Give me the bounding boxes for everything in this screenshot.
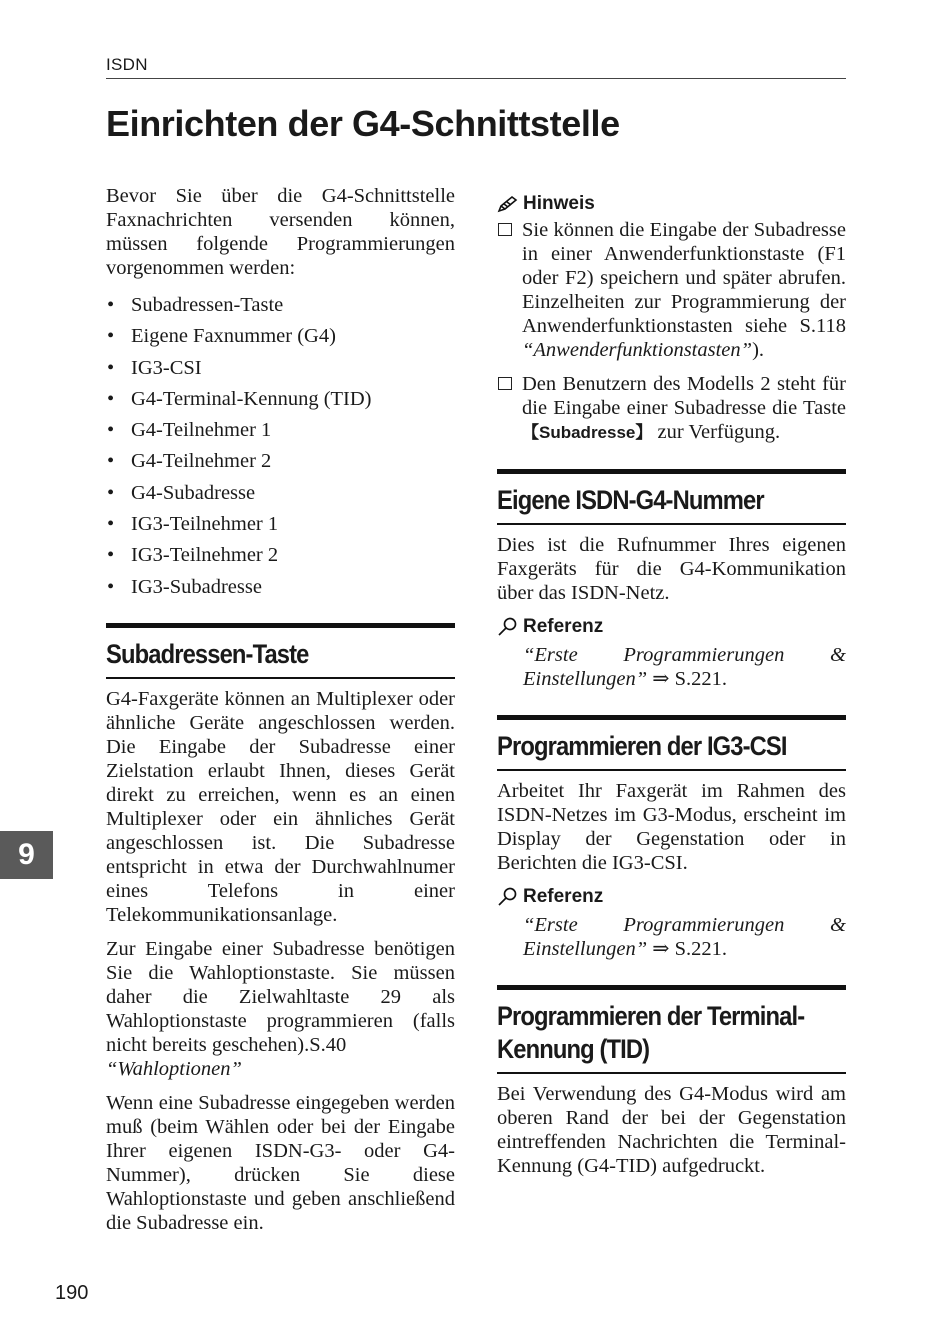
- magnifier-reference-icon: [497, 887, 519, 907]
- reference-text: [497, 643, 846, 691]
- checkbox-square-icon: [498, 223, 512, 236]
- bullet-icon: •: [107, 387, 115, 410]
- list-item: [106, 446, 455, 477]
- subadressen-paragraph-1: G4-Faxgeräte können an Multiplexer oder ähnliche Geräte angeschlossen werden. Die Eingabe der Subadresse einer Zielstation erlaubt Ihnen, dieses Gerät direkt zu erreichen, wenn es an einen Multiplexer oder ein ähnliches Gerät angeschlossen ist. Die Subadresse entspricht in etwa der Durchwahlnumer eines Telefons in einer Telekommunikationsanlage.: [106, 687, 455, 926]
- cross-reference-link[interactable]: “Wahloptionen”: [106, 1057, 242, 1080]
- note-item-text: [522, 372, 846, 445]
- note-heading: [497, 192, 846, 216]
- reference-text: [497, 913, 846, 961]
- list-item: [106, 572, 455, 603]
- list-item: [106, 415, 455, 446]
- note-text: Den Benutzern des Modells 2 steht für die Eingabe einer Subadresse die Taste: [522, 373, 846, 419]
- list-item-label: Eigene Faxnummer (G4): [131, 325, 336, 348]
- list-item: [106, 540, 455, 571]
- ig3-csi-paragraph: Arbeitet Ihr Faxgerät im Rahmen des ISDN-Netzes im G3-Modus, erscheint im Display der Gegenstation oder in Berichten die IG3-CSI.: [497, 780, 846, 874]
- subadressen-paragraph-2: [106, 937, 455, 1081]
- list-item-label: IG3-Subadresse: [131, 575, 262, 598]
- bullet-icon: •: [107, 294, 115, 316]
- list-item-label: G4-Teilnehmer 2: [131, 450, 272, 473]
- note-item: [497, 372, 846, 445]
- section-rule-bottom: [497, 523, 846, 525]
- note-item: [497, 218, 846, 362]
- key-label: 【Subadresse】: [522, 423, 653, 442]
- header-rule: [106, 78, 846, 79]
- section-rule-bottom: [497, 1072, 846, 1074]
- list-item: [106, 321, 455, 352]
- pencil-note-icon: [497, 195, 519, 213]
- list-item-label: G4-Subadresse: [131, 481, 256, 504]
- chapter-tab: 9: [0, 831, 53, 879]
- isdn-g4-paragraph: Dies ist die Rufnummer Ihres eigenen Faxgeräts für die G4-Kommunikation über das ISDN-Netz.: [497, 534, 846, 604]
- section-title-subadressen: Subadressen-Taste: [106, 638, 309, 669]
- running-header: ISDN: [106, 55, 148, 74]
- right-column: [497, 184, 846, 1178]
- list-item: [106, 478, 455, 509]
- section-rule-bottom: [497, 769, 846, 771]
- note-text-end: ).: [752, 339, 765, 361]
- page-title: Einrichten der G4-Schnittstelle: [106, 103, 620, 144]
- bullet-icon: •: [107, 575, 115, 598]
- note-text: Sie können die Eingabe der Subadresse in einer Anwenderfunktionstaste (F1 oder F2) speichern und später abrufen. Einzelheiten zur Programmierung der Anwenderfunktionstasten siehe S.118: [522, 219, 846, 337]
- bullet-icon: •: [107, 356, 115, 379]
- reference-heading-label: Referenz: [523, 886, 604, 907]
- bullet-icon: •: [107, 325, 115, 348]
- bullet-icon: •: [107, 544, 115, 567]
- list-item: [106, 290, 455, 321]
- subadressen-paragraph-3: Wenn eine Subadresse eingegeben werden muß (beim Wählen oder bei der Eingabe Ihrer eigenen ISDN-G3- oder G4-Nummer), drücken Sie diese Wahloptionstaste und geben anschließend die Subadresse ein.: [106, 1091, 455, 1234]
- bullet-icon: •: [107, 450, 115, 473]
- terminal-kennung-paragraph: Bei Verwendung des G4-Modus wird am oberen Rand der bei der Gegenstation eintreffenden Nachrichten die Terminal-Kennung (G4-TID) aufgedruckt.: [497, 1083, 846, 1177]
- bullet-icon: •: [107, 513, 115, 536]
- intro-paragraph: Bevor Sie über die G4-Schnittstelle Faxnachrichten versenden können, müssen folgende Programmierungen vorgenommen werden:: [106, 185, 455, 279]
- magnifier-reference-icon: [497, 617, 519, 637]
- section-title-isdn-g4: Eigene ISDN-G4-Nummer: [497, 485, 764, 515]
- page-number: 190: [55, 1282, 89, 1304]
- section-title-ig3-csi: Programmieren der IG3-CSI: [497, 731, 787, 761]
- cross-reference-link[interactable]: “Erste Programmierungen & Einstellungen”: [523, 644, 846, 690]
- bullet-icon: •: [107, 419, 115, 442]
- list-item-label: G4-Teilnehmer 1: [131, 419, 272, 442]
- prerequisite-list: [106, 290, 455, 603]
- reference-heading: [497, 615, 846, 639]
- list-item: [106, 353, 455, 384]
- cross-reference-link[interactable]: “Erste Programmierungen & Einstellungen”: [523, 914, 846, 960]
- note-heading-label: Hinweis: [523, 193, 595, 214]
- checkbox-square-icon: [498, 377, 512, 390]
- section-title-terminal-kennung: Programmieren der Terminal-Kennung (TID): [497, 1001, 805, 1064]
- list-item: [106, 384, 455, 415]
- bullet-icon: •: [107, 481, 115, 504]
- list-item: [106, 509, 455, 540]
- list-item-label: Subadressen-Taste: [131, 294, 284, 316]
- note-item-text: [522, 218, 846, 362]
- reference-heading-label: Referenz: [523, 616, 604, 637]
- note-text-end: zur Verfügung.: [652, 421, 781, 443]
- reference-page: ⇒ S.221.: [647, 938, 727, 960]
- reference-page: ⇒ S.221.: [647, 668, 727, 690]
- list-item-label: IG3-Teilnehmer 1: [131, 513, 279, 536]
- section-rule-bottom: [106, 677, 455, 679]
- list-item-label: IG3-Teilnehmer 2: [131, 544, 279, 567]
- left-column: [106, 184, 455, 1235]
- paragraph-text: Zur Eingabe einer Subadresse benötigen Sie die Wahloptionstaste. Sie müssen daher die Zielwahltaste 29 als Wahloptionstaste programmieren (falls nicht bereits geschehen).S.40: [106, 937, 455, 1056]
- list-item-label: G4-Terminal-Kennung (TID): [131, 387, 372, 410]
- reference-heading: [497, 885, 846, 909]
- list-item-label: IG3-CSI: [131, 356, 202, 379]
- cross-reference-link[interactable]: “Anwenderfunktionstasten”: [522, 339, 753, 361]
